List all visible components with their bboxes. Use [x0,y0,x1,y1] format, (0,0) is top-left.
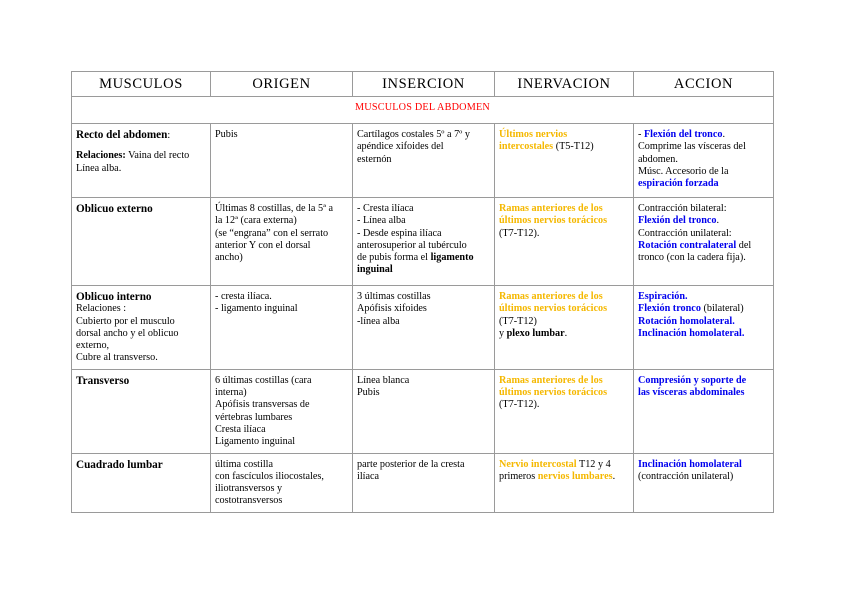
cell-insercion: Cartílagos costales 5º a 7º y apéndice xifoides del esternón [353,124,495,198]
table-row [72,198,774,286]
cell-musculo: Oblicuo interno Relaciones : Cubierto por el musculo dorsal ancho y el oblicuo externo, Cubre al transverso. [72,286,211,370]
cell-accion: Compresión y soporte de las vísceras abdominales [634,369,774,453]
cell-insercion: - Cresta ilíaca - Línea alba - Desde espina ilíaca anterosuperior al tubérculo de pubis forma el ligamento inguinal [353,198,495,286]
cell-insercion: Línea blanca Pubis [353,369,495,453]
cell-accion: Contracción bilateral: Flexión del tronco. Contracción unilateral: Rotación contralateral del tronco (con la cadera fija). [634,198,774,286]
cell-insercion: 3 últimas costillas Apófisis xifoides -línea alba [353,286,495,370]
header-insercion: INSERCION [353,72,495,97]
cell-insercion: parte posterior de la cresta ilíaca [353,453,495,512]
header-inervacion: INERVACION [495,72,634,97]
cell-accion: Espiración. Flexión tronco (bilateral) Rotación homolateral. Inclinación homolateral. [634,286,774,370]
header-accion: ACCION [634,72,774,97]
cell-musculo [72,453,211,512]
header-row [72,72,774,97]
cell-origen: - cresta ilíaca. - ligamento inguinal [211,286,353,370]
cell-inervacion: Ramas anteriores de los últimos nervios torácicos (T7-T12) y plexo lumbar. [495,286,634,370]
section-row [72,97,774,124]
muscle-name: Recto del abdomen [76,129,168,141]
cell-inervacion: Nervio intercostal T12 y 4 primeros nervios lumbares. [495,453,634,512]
cell-musculo: Recto del abdomen: Relaciones: Vaina del recto Línea alba. [72,124,211,198]
muscle-name: Transverso [76,374,130,387]
muscle-name: Oblicuo interno [76,291,152,303]
cell-accion: Inclinación homolateral (contracción unilateral) [634,453,774,512]
cell-origen: Últimas 8 costillas, de la 5ª a la 12ª (cara externa) (se “engrana” con el serrato anterior Y con el dorsal ancho) [211,198,353,286]
header-origen: ORIGEN [211,72,353,97]
cell-musculo [72,198,211,286]
muscle-name: Cuadrado lumbar [76,458,163,471]
cell-inervacion: Ramas anteriores de los últimos nervios torácicos (T7-T12). [495,198,634,286]
table-row [72,453,774,512]
muscle-name: Oblicuo externo [76,203,153,215]
cell-inervacion: Ramas anteriores de los últimos nervios torácicos (T7-T12). [495,369,634,453]
section-title: MUSCULOS DEL ABDOMEN [72,97,774,124]
cell-origen: última costilla con fascículos iliocostales, iliotransversos y costotransversos [211,453,353,512]
cell-origen: 6 últimas costillas (cara interna) Apófisis transversas de vértebras lumbares Cresta ilíaca Ligamento inguinal [211,369,353,453]
header-musculos: MUSCULOS [72,72,211,97]
cell-accion: - Flexión del tronco. Comprime las vísceras del abdomen. Músc. Accesorio de la espiración forzada [634,124,774,198]
table-row [72,124,774,198]
cell-inervacion: Últimos nervios intercostales (T5-T12) [495,124,634,198]
table-row [72,286,774,370]
muscles-table [71,71,774,513]
cell-origen: Pubis [211,124,353,198]
relations-label: Relaciones: [76,150,126,162]
cell-musculo [72,369,211,453]
table-row [72,369,774,453]
